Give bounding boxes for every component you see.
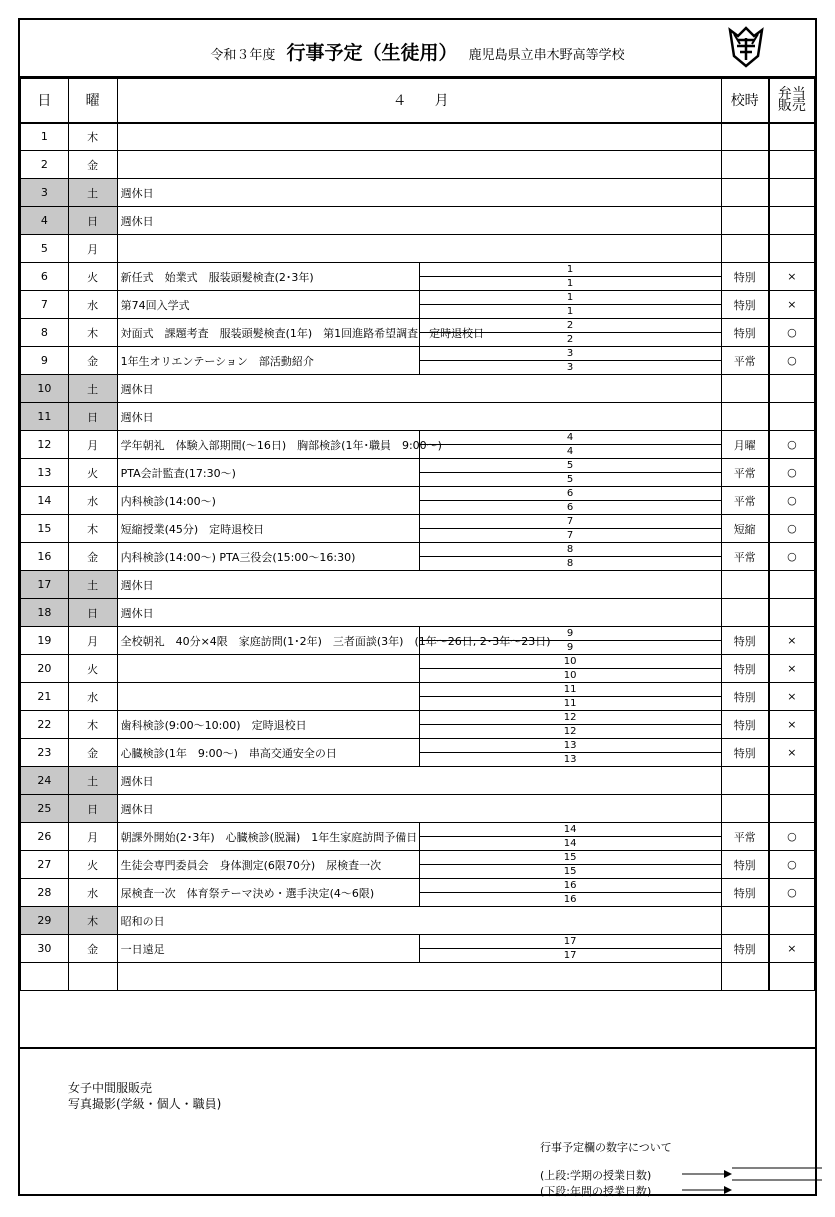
table-row [21,879,815,907]
day-cell: 7 [21,291,69,319]
table-row [21,291,815,319]
bento-cell [769,123,815,151]
year-day-count: 13 [563,754,577,765]
bento-cell: × [769,683,815,711]
day-cell: 15 [21,515,69,543]
class-day-count [419,319,721,347]
bento-cell: ○ [769,487,815,515]
col-day-header: 日 [21,79,69,123]
year-day-count: 1 [566,306,574,317]
schedule-sheet [18,18,817,1196]
schedule-table [20,78,815,991]
year-day-count: 9 [566,642,574,653]
hours-cell: 平常 [721,487,769,515]
bento-cell [769,767,815,795]
bento-cell [769,795,815,823]
weekday-cell: 火 [68,851,117,879]
year-day-count: 12 [563,726,577,737]
class-day-count [419,739,721,767]
class-day-count [419,347,721,375]
bento-cell: ○ [769,319,815,347]
legend-upper: (上段:学期の授業日数) [540,1169,652,1182]
weekday-cell: 日 [68,403,117,431]
hours-cell [721,907,769,935]
day-cell: 29 [21,907,69,935]
note-line-2: 写真撮影(学級・個人・職員) [68,1097,222,1111]
year-day-count: 8 [566,558,574,569]
day-cell: 8 [21,319,69,347]
day-cell: 16 [21,543,69,571]
day-cell: 28 [21,879,69,907]
term-day-count: 6 [420,487,721,501]
class-day-count [419,487,721,515]
weekday-cell: 土 [68,571,117,599]
year-day-count: 15 [563,866,577,877]
weekday-cell: 木 [68,123,117,151]
event-cell: 週休日 [117,767,721,795]
day-cell: 6 [21,263,69,291]
hours-cell: 特別 [721,291,769,319]
day-cell: 12 [21,431,69,459]
day-cell: 2 [21,151,69,179]
table-row [21,319,815,347]
bento-cell: ○ [769,543,815,571]
event-cell [117,683,419,711]
hours-cell: 特別 [721,683,769,711]
event-cell [117,963,721,991]
weekday-cell: 月 [68,627,117,655]
arrow-upper-icon [682,1168,822,1180]
event-cell: 尿検査一次 体育祭テーマ決め・選手決定(4～6限) [117,879,419,907]
day-cell: 1 [21,123,69,151]
term-day-count: 3 [420,347,721,361]
table-row [21,459,815,487]
table-row [21,375,815,403]
year-day-count: 16 [563,894,577,905]
weekday-cell: 火 [68,263,117,291]
term-day-count: 16 [420,879,721,893]
class-day-count [419,851,721,879]
day-cell: 4 [21,207,69,235]
title-main: 行事予定（生徒用） [286,42,458,64]
page-title [20,38,815,65]
bento-cell: ○ [769,851,815,879]
hours-cell [721,963,769,991]
weekday-cell: 金 [68,347,117,375]
event-cell: 短縮授業(45分) 定時退校日 [117,515,419,543]
table-row [21,683,815,711]
term-day-count: 9 [420,627,721,641]
legend-lower: (下段:年間の授業日数) [540,1185,652,1198]
weekday-cell: 木 [68,711,117,739]
bento-cell: ○ [769,823,815,851]
event-cell: 対面式 課題考査 服装頭髪検査(1年) 第1回進路希望調査 定時退校日 [117,319,419,347]
term-day-count: 14 [420,823,721,837]
weekday-cell: 水 [68,291,117,319]
event-cell [117,151,721,179]
event-cell: 朝課外開始(2･3年) 心臓検診(脱漏) 1年生家庭訪問予備日 [117,823,419,851]
col-month-header: ４ 月 [117,79,721,123]
table-row [21,599,815,627]
table-row [21,543,815,571]
col-hours-header: 校時 [721,79,769,123]
year-day-count: 14 [563,838,577,849]
weekday-cell: 水 [68,487,117,515]
table-row [21,235,815,263]
year-day-count: 4 [566,446,574,457]
bento-cell: × [769,291,815,319]
table-row [21,151,815,179]
term-day-count: 12 [420,711,721,725]
weekday-cell [68,963,117,991]
year-day-count: 3 [566,362,574,373]
table-row [21,655,815,683]
weekday-cell: 金 [68,543,117,571]
bento-cell: × [769,655,815,683]
table-row [21,739,815,767]
term-day-count: 5 [420,459,721,473]
event-cell: 1年生オリエンテーション 部活動紹介 [117,347,419,375]
weekday-cell: 木 [68,907,117,935]
event-cell: 新任式 始業式 服装頭髪検査(2･3年) [117,263,419,291]
bento-cell: ○ [769,459,815,487]
hours-cell: 特別 [721,879,769,907]
year-day-count: 17 [563,950,577,961]
weekday-cell: 水 [68,879,117,907]
day-cell: 21 [21,683,69,711]
table-row [21,571,815,599]
school-name: 鹿児島県立串木野高等学校 [468,48,625,63]
table-row [21,207,815,235]
term-day-count: 2 [420,319,721,333]
term-day-count: 15 [420,851,721,865]
day-cell: 11 [21,403,69,431]
hours-cell: 平常 [721,347,769,375]
class-day-count [419,431,721,459]
term-day-count: 7 [420,515,721,529]
event-cell: 歯科検診(9:00～10:00) 定時退校日 [117,711,419,739]
day-cell: 23 [21,739,69,767]
weekday-cell: 日 [68,795,117,823]
hours-cell [721,179,769,207]
hours-cell: 短縮 [721,515,769,543]
weekday-cell: 金 [68,935,117,963]
table-row [21,123,815,151]
bento-cell: ○ [769,515,815,543]
weekday-cell: 火 [68,459,117,487]
event-cell: 内科検診(14:00～) PTA三役会(15:00～16:30) [117,543,419,571]
bento-cell: × [769,263,815,291]
hours-cell [721,571,769,599]
event-cell: 週休日 [117,179,721,207]
term-day-count: 1 [420,291,721,305]
day-cell: 18 [21,599,69,627]
bento-cell [769,151,815,179]
weekday-cell: 土 [68,375,117,403]
year-day-count: 5 [566,474,574,485]
event-cell: 昭和の日 [117,907,721,935]
day-cell: 25 [21,795,69,823]
hours-cell [721,767,769,795]
class-day-count [419,823,721,851]
hours-cell: 平常 [721,823,769,851]
term-day-count: 8 [420,543,721,557]
day-cell: 3 [21,179,69,207]
table-row [21,795,815,823]
term-day-count: 4 [420,431,721,445]
year-day-count: 1 [566,278,574,289]
weekday-cell: 火 [68,655,117,683]
weekday-cell: 土 [68,179,117,207]
event-cell [117,123,721,151]
event-cell [117,655,419,683]
term-day-count: 11 [420,683,721,697]
table-row [21,403,815,431]
event-cell: 生徒会専門委員会 身体測定(6限70分) 尿検査一次 [117,851,419,879]
class-day-count [419,543,721,571]
col-weekday-header: 曜 [68,79,117,123]
legend-title: 行事予定欄の数字について [540,1141,672,1154]
term-day-count: 1 [420,263,721,277]
event-cell: 学年朝礼 体験入部期間(～16日) 胸部検診(1年･職員 9:00～) [117,431,419,459]
weekday-cell: 月 [68,823,117,851]
weekday-cell: 月 [68,235,117,263]
table-row [21,347,815,375]
table-row [21,851,815,879]
arrow-lower-icon [682,1184,822,1196]
day-cell: 26 [21,823,69,851]
day-cell [21,963,69,991]
day-cell: 19 [21,627,69,655]
weekday-cell: 木 [68,319,117,347]
table-row [21,823,815,851]
title-prefix: 令和３年度 [210,48,276,63]
bento-cell [769,179,815,207]
term-day-count: 17 [420,935,721,949]
event-cell: 週休日 [117,207,721,235]
table-row [21,935,815,963]
hours-cell: 特別 [721,655,769,683]
event-cell: PTA会計監査(17:30～) [117,459,419,487]
event-cell: 心臓検診(1年 9:00～) 串高交通安全の日 [117,739,419,767]
bento-cell [769,375,815,403]
day-cell: 13 [21,459,69,487]
hours-cell [721,403,769,431]
bento-cell [769,571,815,599]
hours-cell [721,235,769,263]
bento-cell: × [769,935,815,963]
hours-cell: 特別 [721,851,769,879]
day-cell: 27 [21,851,69,879]
hours-cell [721,151,769,179]
note-line-1: 女子中間服販売 [68,1081,153,1095]
hours-cell [721,375,769,403]
class-day-count [419,655,721,683]
hours-cell: 月曜 [721,431,769,459]
bento-cell: × [769,739,815,767]
hours-cell: 特別 [721,319,769,347]
hours-cell [721,207,769,235]
bento-cell: ○ [769,431,815,459]
day-cell: 30 [21,935,69,963]
day-cell: 22 [21,711,69,739]
day-cell: 9 [21,347,69,375]
bento-cell: ○ [769,879,815,907]
weekday-cell: 月 [68,431,117,459]
weekday-cell: 日 [68,599,117,627]
table-row [21,711,815,739]
year-day-count: 2 [566,334,574,345]
weekday-cell: 土 [68,767,117,795]
hours-cell: 特別 [721,627,769,655]
table-row [21,515,815,543]
footer-notes [20,1047,815,1198]
col-bento-header: 弁当 販売 [769,79,815,123]
class-day-count [419,711,721,739]
bento-cell: × [769,627,815,655]
table-header-row [21,79,815,123]
event-cell: 週休日 [117,375,721,403]
hours-cell: 平常 [721,543,769,571]
table-row [21,627,815,655]
year-day-count: 10 [563,670,577,681]
class-day-count [419,879,721,907]
bento-cell [769,907,815,935]
table-row [21,179,815,207]
bento-cell: × [769,711,815,739]
event-cell: 内科検診(14:00～) [117,487,419,515]
day-cell: 24 [21,767,69,795]
hours-cell: 特別 [721,935,769,963]
bento-cell [769,235,815,263]
hours-cell [721,795,769,823]
hours-cell: 特別 [721,263,769,291]
class-day-count [419,459,721,487]
table-row [21,487,815,515]
weekday-cell: 金 [68,151,117,179]
event-cell: 週休日 [117,599,721,627]
table-row [21,963,815,991]
event-cell: 第74回入学式 [117,291,419,319]
year-day-count: 6 [566,502,574,513]
table-row [21,431,815,459]
bento-cell [769,403,815,431]
bento-cell [769,599,815,627]
event-cell: 一日遠足 [117,935,419,963]
table-row [21,907,815,935]
hours-cell [721,599,769,627]
day-cell: 14 [21,487,69,515]
class-day-count [419,935,721,963]
bento-cell [769,963,815,991]
event-cell [117,235,721,263]
class-day-count [419,291,721,319]
hours-cell: 平常 [721,459,769,487]
event-cell: 全校朝礼 40分×4限 家庭訪問(1･2年) 三者面談(3年) (1年～26日, 2･3年～23日) [117,627,419,655]
hours-cell: 特別 [721,739,769,767]
table-row [21,263,815,291]
table-row [21,767,815,795]
hours-cell [721,123,769,151]
school-emblem-icon [728,26,764,68]
weekday-cell: 金 [68,739,117,767]
title-bar [20,20,815,78]
term-day-count: 13 [420,739,721,753]
day-cell: 10 [21,375,69,403]
weekday-cell: 木 [68,515,117,543]
year-day-count: 7 [566,530,574,541]
event-cell: 週休日 [117,571,721,599]
weekday-cell: 水 [68,683,117,711]
bento-cell [769,207,815,235]
event-cell: 週休日 [117,403,721,431]
class-day-count [419,263,721,291]
class-day-count [419,627,721,655]
class-day-count [419,683,721,711]
class-day-count [419,515,721,543]
event-cell: 週休日 [117,795,721,823]
year-day-count: 11 [563,698,577,709]
hours-cell: 特別 [721,711,769,739]
bento-cell: ○ [769,347,815,375]
term-day-count: 10 [420,655,721,669]
weekday-cell: 日 [68,207,117,235]
day-cell: 17 [21,571,69,599]
day-cell: 5 [21,235,69,263]
day-cell: 20 [21,655,69,683]
